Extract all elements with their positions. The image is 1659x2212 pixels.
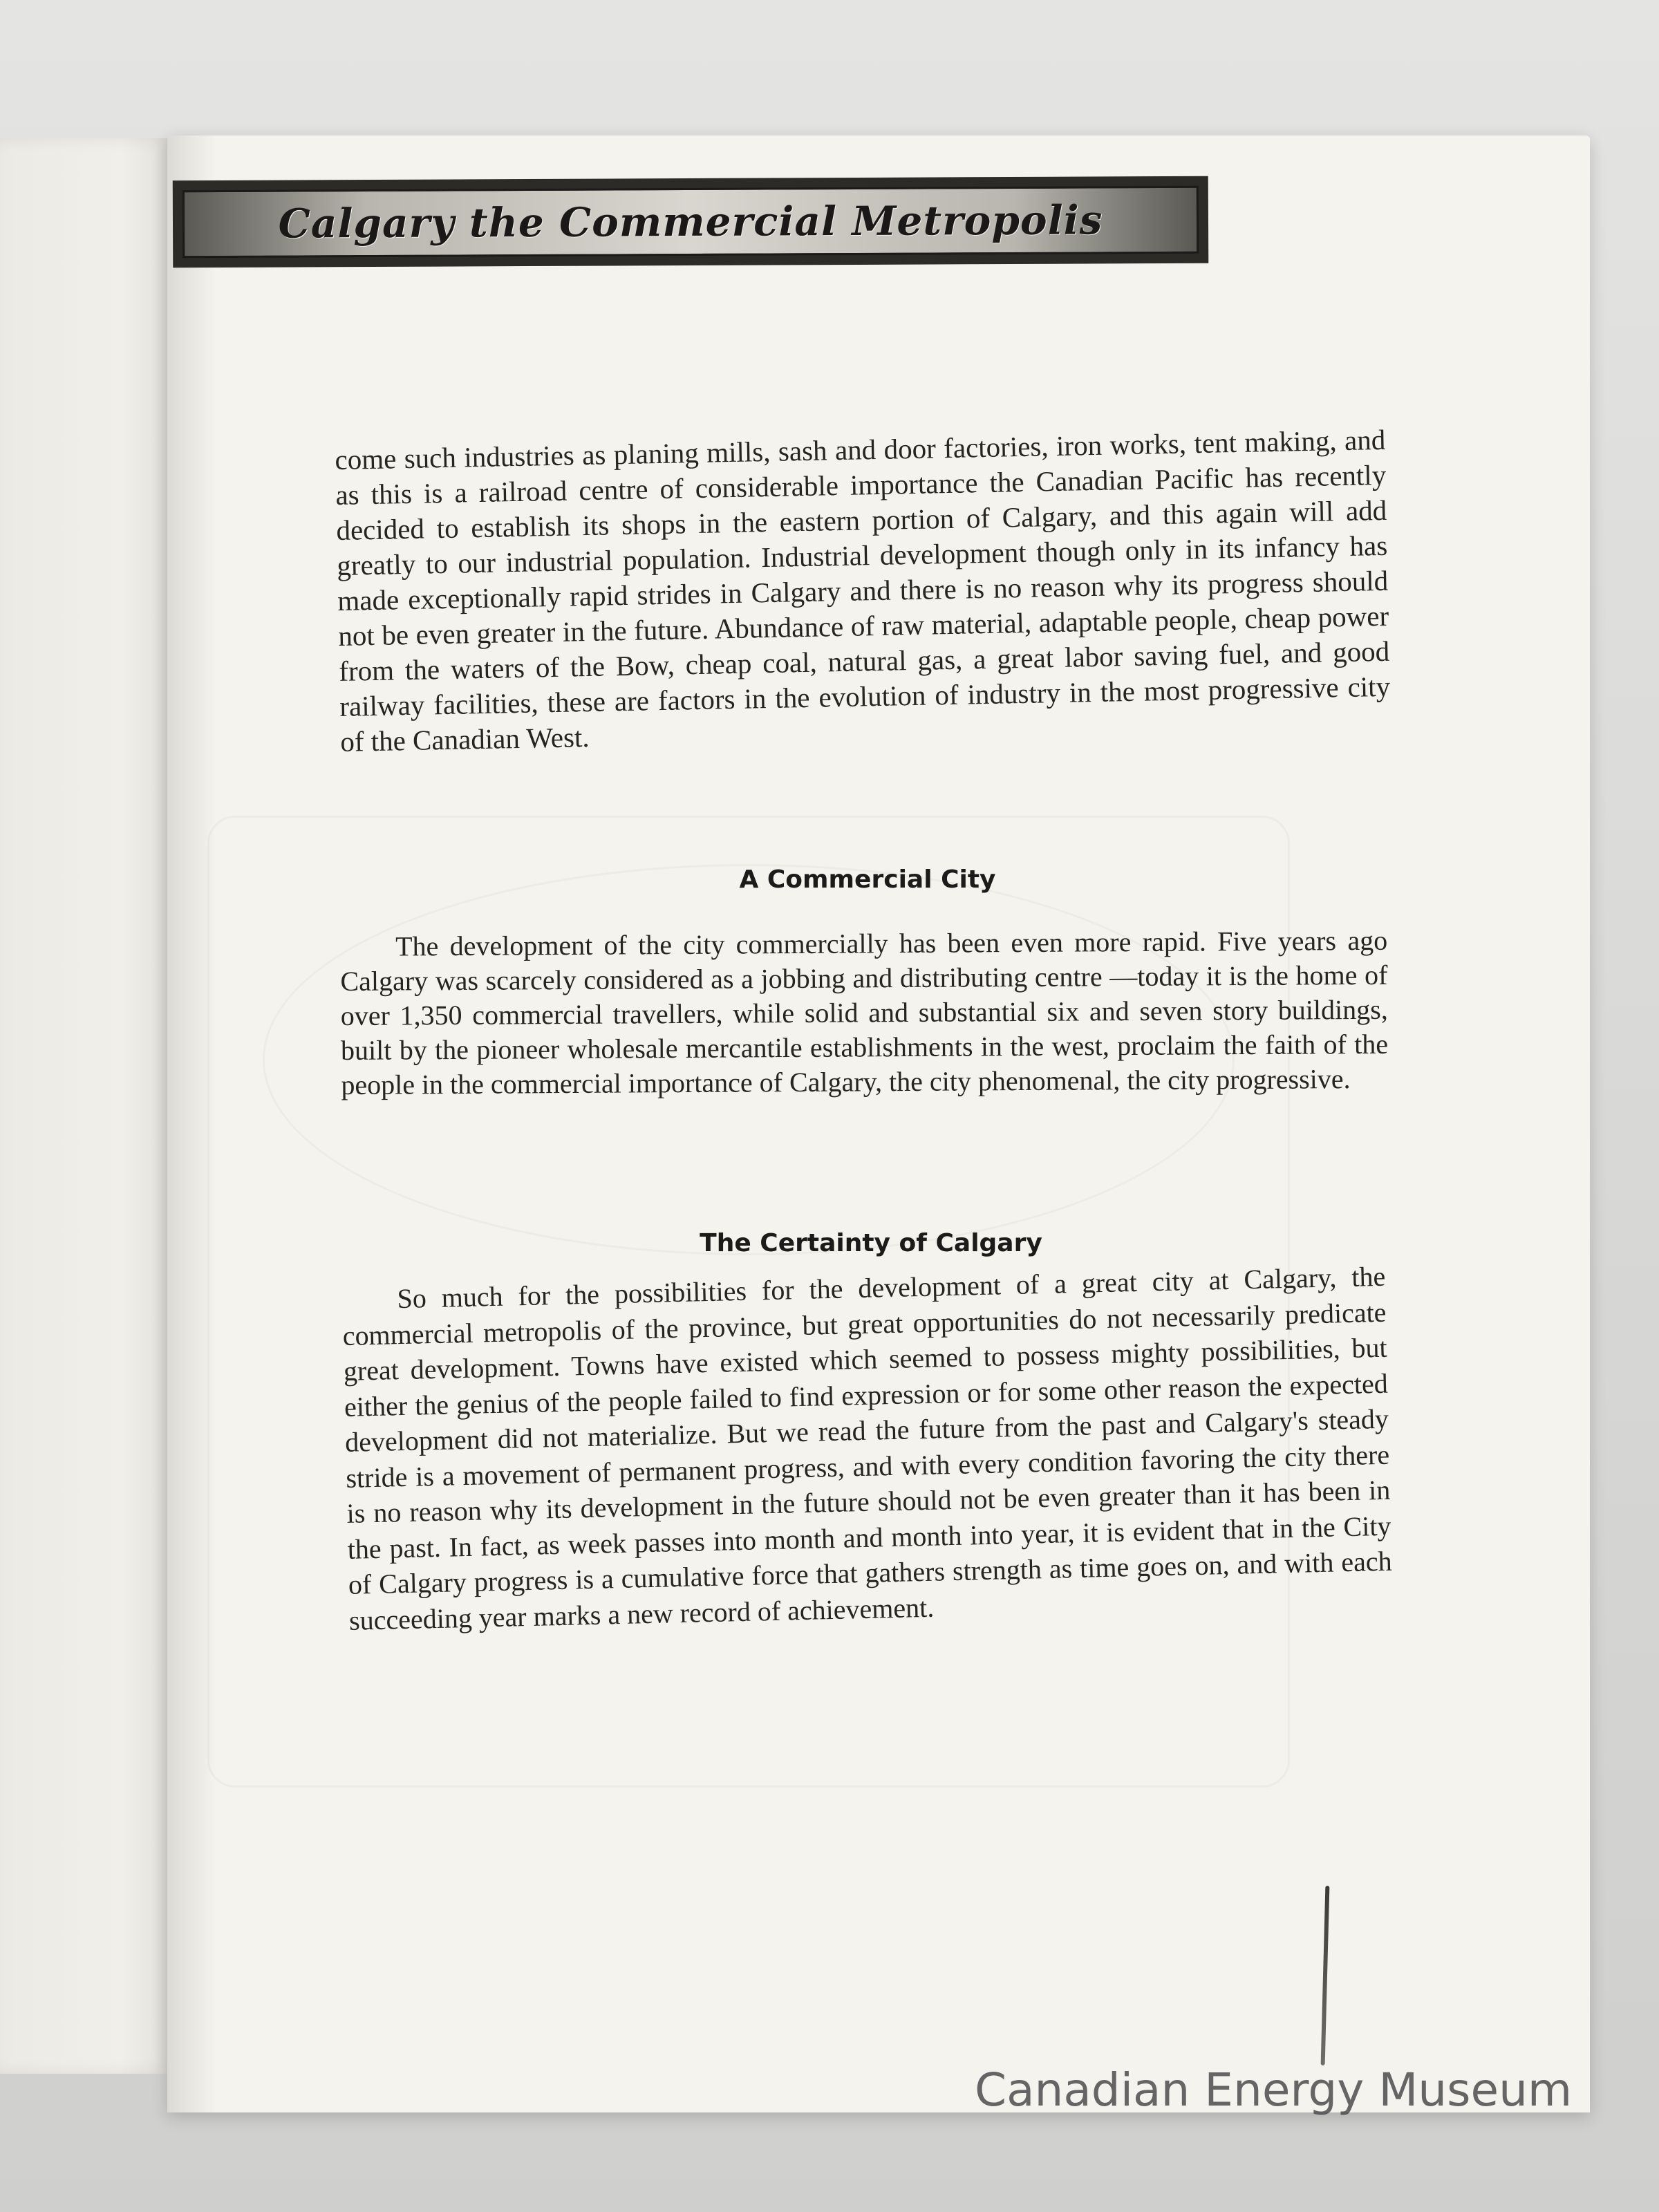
section-body-certainty: So much for the possibilities for the development of a great city at Calgary, the commercial metropolis of the province, but great opportunities do not necessarily predicate great development. Towns have existed which seemed to possess mighty possibilities, but either the genius of the people failed to find expression or for some other reason the expected development did not materialize. But we read the future from the past and Calgary's steady stride is a movement of permanent progress, and with every condition favoring the city there is no reason why its development in the future should not be even greater than it has been in the past. In fact, as week passes into month and month into year, it is evident that in the City of Calgary progress is a cumulative force that gathers strength as time goes on, and with each succeeding year marks a new record of achievement. <box>342 1260 1393 1636</box>
page-title: Calgary the Commercial Metropolis <box>278 196 1103 247</box>
title-banner-inner <box>182 186 1199 258</box>
section-body-commercial-city: The development of the city commercially has been even more rapid. Five years ago Calgary was scarcely considered as a jobbing and distributing centre —today it is the home of over 1,350 commercial travellers, while solid and substantial six and seven story buildings, built by the pioneer wholesale mercantile establishments in the west, proclaim the faith of the people in the commercial importance of Calgary, the city phenomenal, the city progressive. <box>340 924 1389 1100</box>
facing-page <box>0 138 173 2074</box>
watermark: Canadian Energy Museum <box>975 2063 1573 2117</box>
section-heading-commercial-city: A Commercial City <box>739 865 996 894</box>
section-heading-certainty: The Certainty of Calgary <box>700 1229 1042 1257</box>
intro-paragraph: come such industries as planing mills, sash and door factories, iron works, tent making, and as this is a railroad centre of considerable importance the Canadian Pacific has recently decided to establish its shops in the eastern portion of Calgary, and this again will add greatly to our industrial population. Industrial development though only in its infancy has made exceptionally rapid strides in Calgary and there is no reason why its progress should not be even greater in the future. Abundance of raw material, adaptable people, cheap power from the waters of the Bow, cheap coal, natural gas, a great labor saving fuel, and good railway facilities, these are factors in the evolution of industry in the most progressive city of the Canadian West. <box>335 423 1391 758</box>
title-banner <box>173 176 1209 268</box>
